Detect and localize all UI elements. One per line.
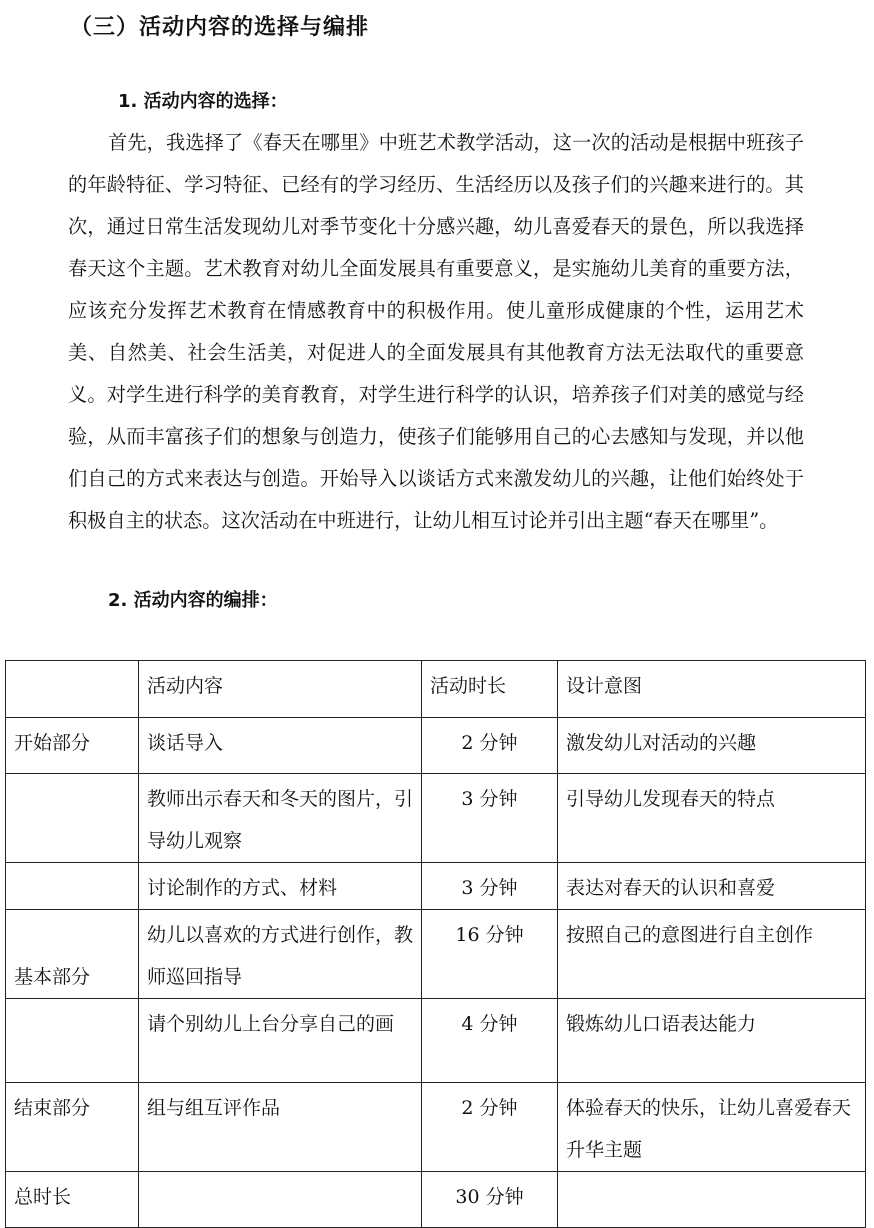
- activity-plan-table: [5, 660, 866, 1228]
- row-duration: 16 分钟: [422, 910, 558, 999]
- table-row: [6, 999, 866, 1083]
- row-intent: 按照自己的意图进行自主创作: [558, 910, 866, 999]
- section-start: 开始部分: [6, 718, 139, 774]
- row-duration: 2 分钟: [422, 718, 558, 774]
- table-header-row: [6, 661, 866, 718]
- subsection-title-arrangement: 2. 活动内容的编排：: [108, 590, 278, 611]
- table-row: [6, 718, 866, 774]
- row-content: 请个别幼儿上台分享自己的画: [139, 999, 422, 1083]
- table-total-row: [6, 1172, 866, 1228]
- selection-paragraph: 首先，我选择了《春天在哪里》中班艺术教学活动，这一次的活动是根据中班孩子的年龄特征、学习特征、已经有的学习经历、生活经历以及孩子们的兴趣来进行的。其次，通过日常生活发现幼儿对季节变化十分感兴趣，幼儿喜爱春天的景色，所以我选择春天这个主题。艺术教育对幼儿全面发展具有重要意义，是实施幼儿美育的重要方法，应该充分发挥艺术教育在情感教育中的积极作用。使儿童形成健康的个性，运用艺术美、自然美、社会生活美，对促进人的全面发展具有其他教育方法无法取代的重要意义。对学生进行科学的美育教育，对学生进行科学的认识，培养孩子们对美的感觉与经验，从而丰富孩子们的想象与创造力，使孩子们能够用自己的心去感知与发现，并以他们自己的方式来表达与创造。开始导入以谈话方式来激发幼儿的兴趣，让他们始终处于积极自主的状态。这次活动在中班进行，让幼儿相互讨论并引出主题“春天在哪里”。: [68, 131, 804, 532]
- row-content: 组与组互评作品: [139, 1083, 422, 1172]
- section-blank: [6, 774, 139, 863]
- header-cell-intent: 设计意图: [558, 661, 866, 718]
- total-content-empty: [139, 1172, 422, 1228]
- header-cell-duration: 活动时长: [422, 661, 558, 718]
- row-intent: 锻炼幼儿口语表达能力: [558, 999, 866, 1083]
- section-basic: 基本部分: [6, 910, 139, 999]
- table-row: [6, 1083, 866, 1172]
- row-duration: 4 分钟: [422, 999, 558, 1083]
- section-blank: [6, 863, 139, 910]
- table-row: [6, 910, 866, 999]
- row-intent: 引导幼儿发现春天的特点: [558, 774, 866, 863]
- row-intent: 体验春天的快乐，让幼儿喜爱春天升华主题: [558, 1083, 866, 1172]
- total-intent-empty: [558, 1172, 866, 1228]
- row-duration: 2 分钟: [422, 1083, 558, 1172]
- section-end: 结束部分: [6, 1083, 139, 1172]
- row-content: 教师出示春天和冬天的图片，引导幼儿观察: [139, 774, 422, 863]
- row-content: 幼儿以喜欢的方式进行创作，教师巡回指导: [139, 910, 422, 999]
- section-blank: [6, 999, 139, 1083]
- header-cell-content: 活动内容: [139, 661, 422, 718]
- section-total: 总时长: [6, 1172, 139, 1228]
- row-duration: 3 分钟: [422, 774, 558, 863]
- row-content: 讨论制作的方式、材料: [139, 863, 422, 910]
- row-intent: 表达对春天的认识和喜爱: [558, 863, 866, 910]
- row-content: 谈话导入: [139, 718, 422, 774]
- section-title: （三）活动内容的选择与编排: [70, 15, 370, 40]
- header-cell-section: [6, 661, 139, 718]
- subsection-title-selection: 1. 活动内容的选择：: [118, 91, 288, 112]
- row-duration: 3 分钟: [422, 863, 558, 910]
- total-duration: 30 分钟: [422, 1172, 558, 1228]
- row-intent: 激发幼儿对活动的兴趣: [558, 718, 866, 774]
- table-row: [6, 774, 866, 863]
- table-row: [6, 863, 866, 910]
